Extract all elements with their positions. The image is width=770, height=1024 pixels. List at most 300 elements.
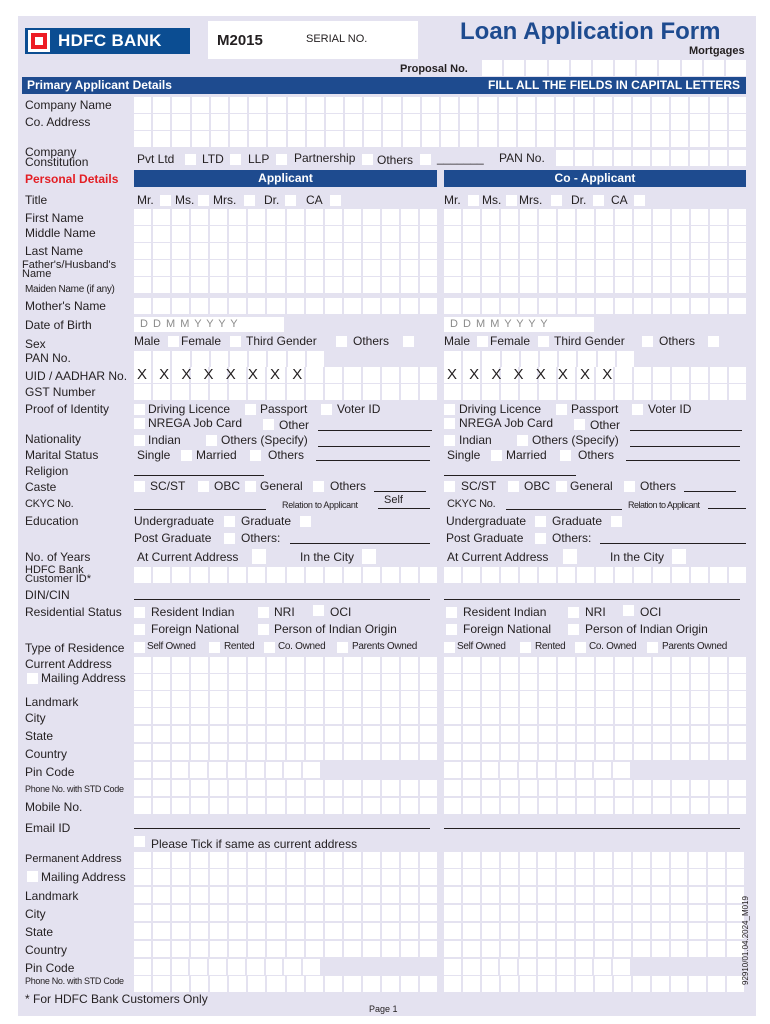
a-title-ms: Ms. xyxy=(175,193,195,207)
c-dl-checkbox[interactable] xyxy=(444,404,455,415)
a-years-current: At Current Address xyxy=(137,550,239,564)
c-voter-checkbox[interactable] xyxy=(632,404,643,415)
a-female-checkbox[interactable] xyxy=(230,336,241,347)
c-addr-1[interactable] xyxy=(444,657,746,673)
a-nat-indian: Indian xyxy=(148,433,181,447)
c-uid-mask: X X X X X X X X xyxy=(447,366,617,383)
a-title-mrs: Mrs. xyxy=(213,193,237,207)
c-ug-checkbox[interactable] xyxy=(535,516,546,527)
c-mr-checkbox[interactable] xyxy=(468,195,479,206)
maiden-name-label: Maiden Name (if any) xyxy=(25,284,115,295)
a-city-input[interactable] xyxy=(134,708,437,724)
marital-label: Marital Status xyxy=(25,448,99,462)
c-father-name-input-2[interactable] xyxy=(444,277,746,293)
c-nri-checkbox[interactable] xyxy=(568,607,579,618)
c-years-current-input[interactable] xyxy=(563,549,577,564)
serial-label: SERIAL NO. xyxy=(306,33,368,45)
c-country-input[interactable] xyxy=(444,744,746,760)
a-middle-name-input[interactable] xyxy=(134,226,437,242)
a-father-name-input-1[interactable] xyxy=(134,260,437,276)
c-poi-dl: Driving Licence xyxy=(459,402,542,416)
a-edu-ug: Undergraduate xyxy=(134,514,215,528)
c-ckyc-label: CKYC No. xyxy=(447,498,496,510)
c-caste-obc: OBC xyxy=(524,479,551,493)
a-pan-input[interactable] xyxy=(134,351,324,367)
c-middle-name-input[interactable] xyxy=(444,226,746,242)
dob-label: Date of Birth xyxy=(25,318,92,332)
c-title-mrs: Mrs. xyxy=(519,193,543,207)
email-label: Email ID xyxy=(25,821,71,835)
c-last-name-input[interactable] xyxy=(444,243,746,259)
c-res-oci: OCI xyxy=(640,605,662,619)
religion-label: Religion xyxy=(25,464,69,478)
c-poi-passport: Passport xyxy=(571,402,619,416)
form-subtitle: Mortgages xyxy=(689,45,745,57)
a-caste-general: General xyxy=(260,479,303,493)
c-res-nri: NRI xyxy=(585,605,606,619)
c-nat-others-line[interactable] xyxy=(630,446,740,447)
mobile-label: Mobile No. xyxy=(25,800,83,814)
bank-name: HDFC BANK xyxy=(58,31,162,50)
perm-address-label: Permanent Address xyxy=(25,853,122,865)
a-father-name-input-2[interactable] xyxy=(134,277,437,293)
c-caste-scst: SC/ST xyxy=(461,479,497,493)
c-male-checkbox[interactable] xyxy=(477,336,488,347)
state-label: State xyxy=(25,729,54,743)
c-resident-checkbox[interactable] xyxy=(446,607,457,618)
a-perm-pin[interactable] xyxy=(134,959,320,975)
c-city-input[interactable] xyxy=(444,708,746,724)
const-opt-ltd: LTD xyxy=(202,152,224,166)
c-edu-ug: Undergraduate xyxy=(446,514,527,528)
footer-note: * For HDFC Bank Customers Only xyxy=(25,992,208,1006)
c-res-co: Co. Owned xyxy=(589,641,637,652)
a-nri-checkbox[interactable] xyxy=(258,607,269,618)
c-edu-others-line[interactable] xyxy=(600,543,746,544)
c-landmark-input[interactable] xyxy=(444,691,746,707)
a-grad-checkbox[interactable] xyxy=(300,516,311,527)
const-others-checkbox[interactable] xyxy=(420,154,431,165)
c-pan-input[interactable] xyxy=(444,351,634,367)
a-poi-dl: Driving Licence xyxy=(148,402,231,416)
c-addr-2[interactable] xyxy=(444,674,746,690)
c-ca-checkbox[interactable] xyxy=(634,195,645,206)
a-caste-others-checkbox[interactable] xyxy=(313,481,324,492)
a-pin-input[interactable] xyxy=(134,762,320,778)
a-resident-checkbox[interactable] xyxy=(134,607,145,618)
a-pg-checkbox[interactable] xyxy=(224,533,235,544)
a-landmark-input[interactable] xyxy=(134,691,437,707)
perm-phone-label: Phone No. with STD Code xyxy=(25,976,124,986)
c-caste-others: Others xyxy=(640,479,677,493)
c-marital-single: Single xyxy=(447,448,481,462)
c-din-line[interactable] xyxy=(444,599,740,600)
c-perm-city[interactable] xyxy=(444,905,744,921)
c-rented-checkbox[interactable] xyxy=(520,642,531,653)
hdfc-logo-icon xyxy=(28,30,50,52)
mother-name-label: Mother's Name xyxy=(25,299,106,313)
a-religion-line[interactable] xyxy=(134,475,264,476)
caps-note: FILL ALL THE FIELDS IN CAPITAL LETTERS xyxy=(488,78,740,92)
c-coowned-checkbox[interactable] xyxy=(575,642,586,653)
c-res-self: Self Owned xyxy=(457,641,506,652)
c-relation-label: Relation to Applicant xyxy=(628,500,700,510)
c-mrs-checkbox[interactable] xyxy=(551,195,562,206)
a-din-line[interactable] xyxy=(134,599,430,600)
c-res-rented: Rented xyxy=(535,641,566,652)
const-pvt-checkbox[interactable] xyxy=(185,154,196,165)
c-ms-checkbox[interactable] xyxy=(506,195,517,206)
a-poi-nrega: NREGA Job Card xyxy=(148,416,243,430)
c-perm-addr-1[interactable] xyxy=(444,852,744,868)
c-caste-others-line[interactable] xyxy=(684,491,736,492)
c-phone-input[interactable] xyxy=(444,780,746,796)
a-poi-other-line[interactable] xyxy=(318,430,432,431)
a-indian-checkbox[interactable] xyxy=(134,435,145,446)
a-dr-checkbox[interactable] xyxy=(285,195,296,206)
current-mailing-label: Mailing Address xyxy=(41,671,126,685)
c-email-line[interactable] xyxy=(444,828,740,829)
a-married-checkbox[interactable] xyxy=(250,450,261,461)
form-title: Loan Application Form xyxy=(460,18,721,45)
a-country-input[interactable] xyxy=(134,744,437,760)
c-third-checkbox[interactable] xyxy=(642,336,653,347)
landmark-label: Landmark xyxy=(25,695,79,709)
perm-landmark-label: Landmark xyxy=(25,889,79,903)
primary-applicant-bar xyxy=(22,77,746,94)
c-selfowned-checkbox[interactable] xyxy=(444,642,455,653)
a-res-pio: Person of Indian Origin xyxy=(274,622,397,636)
proposal-label: Proposal No. xyxy=(400,63,468,75)
c-edu-pg: Post Graduate xyxy=(446,531,524,545)
a-perm-addr-1[interactable] xyxy=(134,852,437,868)
c-dob-placeholder: D D M M Y Y Y Y xyxy=(450,318,549,330)
a-poi-passport: Passport xyxy=(260,402,308,416)
city-label: City xyxy=(25,711,46,725)
a-ug-checkbox[interactable] xyxy=(224,516,235,527)
a-edu-grad: Graduate xyxy=(241,514,292,528)
a-title-ca: CA xyxy=(306,193,323,207)
a-third-checkbox[interactable] xyxy=(336,336,347,347)
a-first-name-input[interactable] xyxy=(134,209,437,225)
title-label: Title xyxy=(25,193,48,207)
c-nat-indian: Indian xyxy=(459,433,492,447)
a-general-checkbox[interactable] xyxy=(245,481,256,492)
co-address-input-2[interactable] xyxy=(134,131,746,147)
a-mr-checkbox[interactable] xyxy=(160,195,171,206)
caste-label: Caste xyxy=(25,480,57,494)
res-status-label: Residential Status xyxy=(25,605,122,619)
c-nrega-checkbox[interactable] xyxy=(444,418,455,429)
c-first-name-input[interactable] xyxy=(444,209,746,225)
a-title-mr: Mr. xyxy=(137,193,154,207)
c-sex-third: Third Gender xyxy=(554,334,625,348)
c-passport-checkbox[interactable] xyxy=(556,404,567,415)
const-opt-llp: LLP xyxy=(248,152,270,166)
a-edu-others-line[interactable] xyxy=(290,543,430,544)
a-res-self: Self Owned xyxy=(147,641,196,652)
sex-label: Sex xyxy=(25,337,46,351)
a-nat-others-line[interactable] xyxy=(318,446,430,447)
a-email-line[interactable] xyxy=(134,828,430,829)
poi-label: Proof of Identity xyxy=(25,402,110,416)
a-poi-other: Other xyxy=(279,418,310,432)
applicant-bar-label: Applicant xyxy=(258,171,313,185)
a-addr-1[interactable] xyxy=(134,657,437,673)
a-marital-married: Married xyxy=(196,448,237,462)
gst-label: GST Number xyxy=(25,385,96,399)
c-marital-others-line[interactable] xyxy=(626,460,740,461)
c-caste-general: General xyxy=(570,479,613,493)
c-dr-checkbox[interactable] xyxy=(593,195,604,206)
perm-mailing-checkbox[interactable] xyxy=(27,871,38,882)
a-perm-phone[interactable] xyxy=(134,976,437,992)
a-pio-checkbox[interactable] xyxy=(258,624,269,635)
c-grad-checkbox[interactable] xyxy=(611,516,622,527)
a-res-co: Co. Owned xyxy=(278,641,326,652)
c-foreign-checkbox[interactable] xyxy=(446,624,457,635)
a-nat-others-checkbox[interactable] xyxy=(206,435,217,446)
form-code-vertical: 92910/01.04.2024_M019 xyxy=(741,896,750,985)
c-title-ms: Ms. xyxy=(482,193,502,207)
perm-city-label: City xyxy=(25,907,46,921)
a-uid-mask: X X X X X X X X xyxy=(137,366,307,383)
c-obc-checkbox[interactable] xyxy=(508,481,519,492)
page-number: Page 1 xyxy=(369,1004,398,1014)
same-address-label: Please Tick if same as current address xyxy=(151,837,358,851)
a-mother-name-input[interactable] xyxy=(134,298,437,314)
a-last-name-input[interactable] xyxy=(134,243,437,259)
a-sex-third: Third Gender xyxy=(246,334,317,348)
c-perm-pin[interactable] xyxy=(444,959,630,975)
c-father-name-input-1[interactable] xyxy=(444,260,746,276)
a-edu-pg: Post Graduate xyxy=(134,531,212,545)
c-edu-others: Others: xyxy=(552,531,592,545)
c-general-checkbox[interactable] xyxy=(556,481,567,492)
c-single-checkbox[interactable] xyxy=(491,450,502,461)
c-pin-input[interactable] xyxy=(444,762,630,778)
a-relation-label: Relation to Applicant xyxy=(282,500,358,510)
a-edu-others: Others: xyxy=(241,531,281,545)
c-religion-line[interactable] xyxy=(444,475,576,476)
a-selfowned-checkbox[interactable] xyxy=(134,642,145,653)
a-relation-value: Self xyxy=(384,494,403,506)
constitution-label-2: Constitution xyxy=(25,155,89,169)
last-name-label: Last Name xyxy=(25,244,84,258)
a-caste-others-line[interactable] xyxy=(374,491,426,492)
const-partnership-checkbox[interactable] xyxy=(362,154,373,165)
a-marital-others-line[interactable] xyxy=(316,460,430,461)
a-cust-id-input[interactable] xyxy=(134,567,437,583)
c-years-city-input[interactable] xyxy=(672,549,686,564)
personal-details-label: Personal Details xyxy=(25,172,119,186)
a-perm-state[interactable] xyxy=(134,923,437,939)
c-title-mr: Mr. xyxy=(444,193,461,207)
din-label: DIN/CIN xyxy=(25,588,70,602)
c-nat-others-checkbox[interactable] xyxy=(517,435,528,446)
a-perm-addr-2[interactable] xyxy=(134,869,437,885)
c-poi-other-checkbox[interactable] xyxy=(574,419,585,430)
constitution-label-1: Company xyxy=(25,145,77,159)
company-pan-input[interactable] xyxy=(556,150,746,166)
a-others-sex-checkbox[interactable] xyxy=(403,336,414,347)
c-pg-checkbox[interactable] xyxy=(535,533,546,544)
a-ca-checkbox[interactable] xyxy=(330,195,341,206)
c-title-dr: Dr. xyxy=(571,193,587,207)
const-ltd-checkbox[interactable] xyxy=(230,154,241,165)
c-poi-voter: Voter ID xyxy=(648,402,692,416)
a-obc-checkbox[interactable] xyxy=(198,481,209,492)
a-single-checkbox[interactable] xyxy=(181,450,192,461)
primary-bar-label: Primary Applicant Details xyxy=(27,78,172,92)
same-address-checkbox[interactable] xyxy=(134,836,145,847)
current-address-label: Current Address xyxy=(25,657,112,671)
a-rented-checkbox[interactable] xyxy=(209,642,220,653)
c-poi-other: Other xyxy=(590,418,621,432)
a-poi-voter: Voter ID xyxy=(337,402,381,416)
a-res-resident: Resident Indian xyxy=(151,605,235,619)
a-mrs-checkbox[interactable] xyxy=(244,195,255,206)
a-relation-line[interactable] xyxy=(378,508,430,509)
uid-label: UID / AADHAR No. xyxy=(25,369,128,383)
const-opt-pvt: Pvt Ltd xyxy=(137,152,175,166)
a-voter-checkbox[interactable] xyxy=(321,404,332,415)
c-perm-landmark[interactable] xyxy=(444,887,744,903)
a-ckyc-line[interactable] xyxy=(134,509,266,510)
a-res-parents: Parents Owned xyxy=(352,641,418,652)
c-oci-checkbox[interactable] xyxy=(623,605,634,616)
phone-label: Phone No. with STD Code xyxy=(25,784,124,794)
c-cust-id-input[interactable] xyxy=(444,567,746,583)
c-sex-female: Female xyxy=(490,334,531,348)
c-married-checkbox[interactable] xyxy=(560,450,571,461)
a-male-checkbox[interactable] xyxy=(168,336,179,347)
const-opt-partnership: Partnership xyxy=(294,151,356,165)
a-addr-2[interactable] xyxy=(134,674,437,690)
c-poi-nrega: NREGA Job Card xyxy=(459,416,554,430)
residence-type-label: Type of Residence xyxy=(25,641,125,655)
a-ms-checkbox[interactable] xyxy=(198,195,209,206)
middle-name-label: Middle Name xyxy=(25,226,96,240)
c-res-foreign: Foreign National xyxy=(463,622,552,636)
c-mobile-input[interactable] xyxy=(444,798,746,814)
a-caste-obc: OBC xyxy=(214,479,241,493)
education-label: Education xyxy=(25,514,79,528)
c-perm-state[interactable] xyxy=(444,923,744,939)
proposal-input[interactable] xyxy=(482,60,746,76)
coapplicant-bar-label: Co - Applicant xyxy=(554,171,636,185)
c-res-resident: Resident Indian xyxy=(463,605,547,619)
a-res-oci: OCI xyxy=(330,605,352,619)
father-name-label-2: Name xyxy=(22,268,52,280)
form-code: M2015 xyxy=(217,32,263,49)
co-address-input-1[interactable] xyxy=(134,114,746,130)
const-llp-checkbox[interactable] xyxy=(276,154,287,165)
a-coowned-checkbox[interactable] xyxy=(264,642,275,653)
a-res-rented: Rented xyxy=(224,641,255,652)
c-perm-addr-2[interactable] xyxy=(444,869,744,885)
a-marital-single: Single xyxy=(137,448,171,462)
const-others-blank: _______ xyxy=(437,151,484,165)
a-phone-input[interactable] xyxy=(134,780,437,796)
coapplicant-bar xyxy=(444,170,746,187)
a-dl-checkbox[interactable] xyxy=(134,404,145,415)
a-mobile-input[interactable] xyxy=(134,798,437,814)
c-sex-others: Others xyxy=(659,334,696,348)
a-poi-other-checkbox[interactable] xyxy=(263,419,274,430)
c-gst-input[interactable] xyxy=(444,384,746,400)
c-state-input[interactable] xyxy=(444,726,746,742)
a-sex-female: Female xyxy=(181,334,222,348)
a-gst-input[interactable] xyxy=(134,384,437,400)
a-perm-country[interactable] xyxy=(134,941,437,957)
applicant-bar xyxy=(134,170,437,187)
perm-pin-label: Pin Code xyxy=(25,961,75,975)
c-perm-country[interactable] xyxy=(444,941,744,957)
a-parents-checkbox[interactable] xyxy=(337,642,348,653)
c-pio-checkbox[interactable] xyxy=(568,624,579,635)
a-caste-others: Others xyxy=(330,479,367,493)
perm-state-label: State xyxy=(25,925,54,939)
c-years-city: In the City xyxy=(610,550,665,564)
c-relation-line[interactable] xyxy=(708,508,746,509)
nationality-label: Nationality xyxy=(25,432,82,446)
c-marital-married: Married xyxy=(506,448,547,462)
perm-country-label: Country xyxy=(25,943,68,957)
c-caste-others-checkbox[interactable] xyxy=(624,481,635,492)
c-edu-grad: Graduate xyxy=(552,514,603,528)
c-parents-checkbox[interactable] xyxy=(647,642,658,653)
c-female-checkbox[interactable] xyxy=(538,336,549,347)
c-poi-other-line[interactable] xyxy=(630,430,742,431)
a-perm-city[interactable] xyxy=(134,905,437,921)
c-indian-checkbox[interactable] xyxy=(444,435,455,446)
a-perm-landmark[interactable] xyxy=(134,887,437,903)
ckyc-label: CKYC No. xyxy=(25,498,74,510)
c-ckyc-line[interactable] xyxy=(506,509,622,510)
a-res-nri: NRI xyxy=(274,605,295,619)
c-title-ca: CA xyxy=(611,193,628,207)
current-mailing-checkbox[interactable] xyxy=(27,673,38,684)
a-title-dr: Dr. xyxy=(264,193,280,207)
a-sex-others: Others xyxy=(353,334,390,348)
const-opt-others: Others xyxy=(377,153,414,167)
a-years-city-input[interactable] xyxy=(362,549,376,564)
c-scst-checkbox[interactable] xyxy=(444,481,455,492)
c-nat-others: Others (Specify) xyxy=(532,433,619,447)
company-name-input[interactable] xyxy=(134,97,746,113)
hdfc-bank-logo xyxy=(25,28,190,54)
a-scst-checkbox[interactable] xyxy=(134,481,145,492)
pan-label: PAN No. xyxy=(25,351,71,365)
a-state-input[interactable] xyxy=(134,726,437,742)
company-name-label: Company Name xyxy=(25,98,112,112)
pan-label-company: PAN No. xyxy=(499,151,545,165)
c-mother-name-input[interactable] xyxy=(444,298,746,314)
a-sex-male: Male xyxy=(134,334,161,348)
a-foreign-checkbox[interactable] xyxy=(134,624,145,635)
father-name-label-1: Father's/Husband's xyxy=(22,259,117,271)
a-oci-checkbox[interactable] xyxy=(313,605,324,616)
c-perm-phone[interactable] xyxy=(444,976,744,992)
a-years-current-input[interactable] xyxy=(252,549,266,564)
a-res-foreign: Foreign National xyxy=(151,622,240,636)
a-nrega-checkbox[interactable] xyxy=(134,418,145,429)
a-passport-checkbox[interactable] xyxy=(245,404,256,415)
perm-mailing-label: Mailing Address xyxy=(41,870,126,884)
cust-id-label-1: HDFC Bank xyxy=(25,564,84,576)
c-others-sex-checkbox[interactable] xyxy=(708,336,719,347)
